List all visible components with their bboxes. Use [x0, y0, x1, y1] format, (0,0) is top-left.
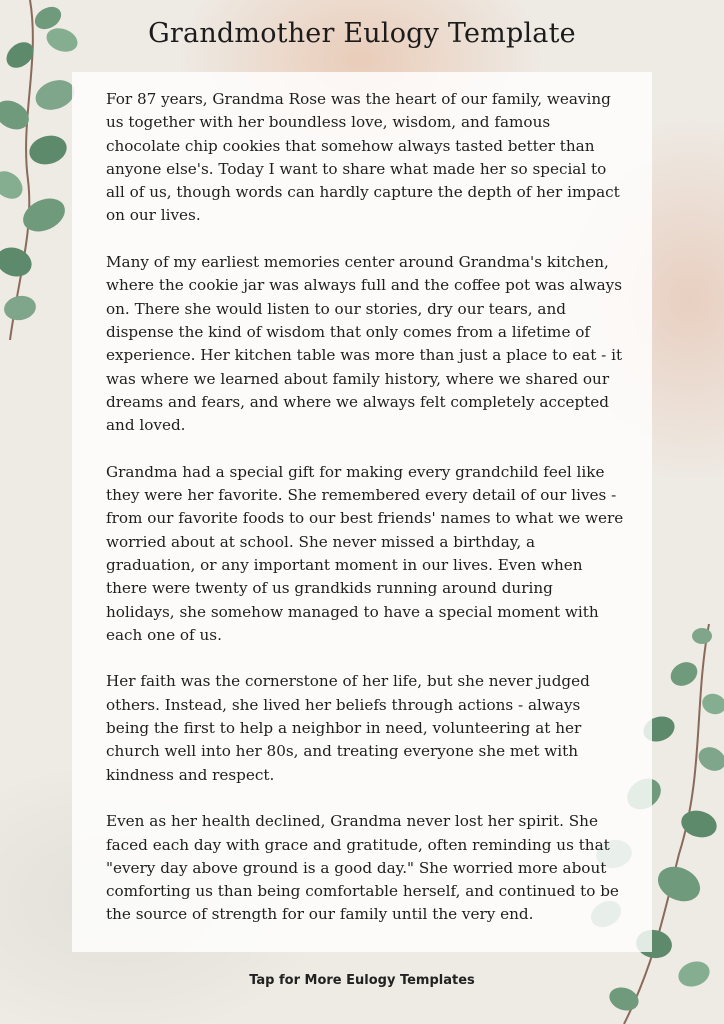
paragraph: For 87 years, Grandma Rose was the heart of our family, weaving us together with her boundless love, wisdom, and famous chocolate chip cookies that somehow always tasted better than anyone else's. Today I want to share what made her so special to all of us, though words can hardly capture the depth of her impact on our lives. — [106, 90, 620, 225]
more-templates-link[interactable]: Tap for More Eulogy Templates — [249, 973, 475, 988]
eulogy-body — [106, 88, 626, 950]
paragraph: Even as her health declined, Grandma never lost her spirit. She faced each day with grace and gratitude, often reminding us that "every day above ground is a good day." She worried more about comforting us than being comfortable herself, and continued to be the source of strength for our family until the very end. — [106, 812, 619, 924]
paragraph: Her faith was the cornerstone of her life, but she never judged others. Instead, she lived her beliefs through actions - always being the first to help a neighbor in need, volunteering at her church well into her 80s, and treating everyone she met with kindness and respect. — [106, 672, 590, 784]
page-title: Grandmother Eulogy Template — [148, 18, 576, 49]
paragraph: Grandma had a special gift for making every grandchild feel like they were her favorite. She remembered every detail of our lives - from our favorite foods to our best friends' names to what we were worried about at school. She never missed a birthday, a graduation, or any important moment in our lives. Even when there were twenty of us grandkids running around during holidays, she somehow managed to have a special moment with each one of us. — [106, 462, 624, 644]
paragraph: Many of my earliest memories center around Grandma's kitchen, where the cookie jar was always full and the coffee pot was always on. There she would listen to our stories, dry our tears, and dispense the kind of wisdom that only comes from a lifetime of experience. Her kitchen table was more than just a place to eat - it was where we learned about family history, where we shared our dreams and fears, and where we always felt completely accepted and loved. — [106, 253, 623, 435]
